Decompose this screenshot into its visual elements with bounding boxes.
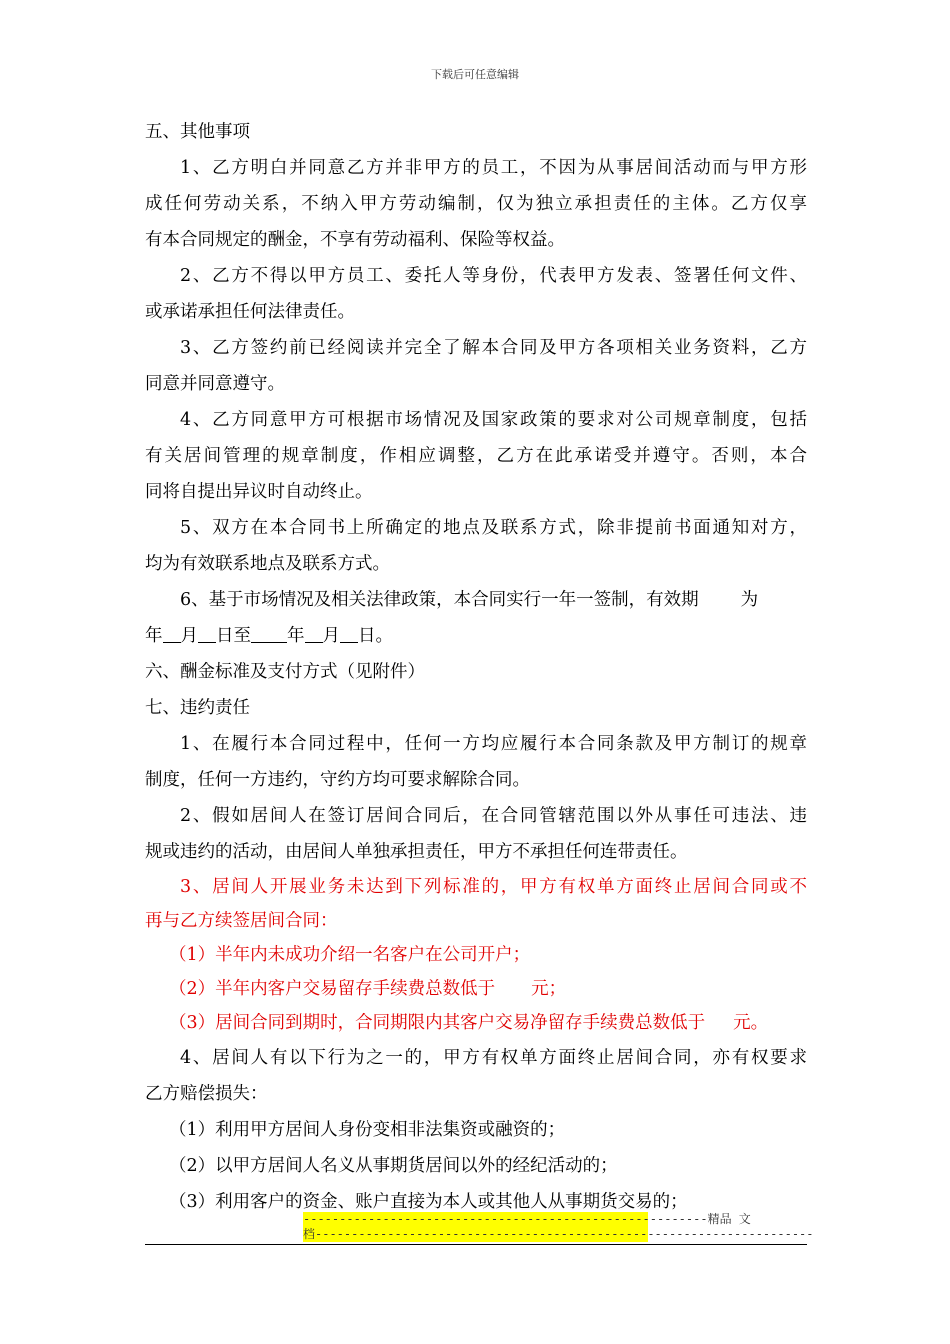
blank-field (305, 625, 323, 643)
s7-item4-sub1: （1）利用甲方居间人身份变相非法集资或融资的； (169, 1120, 566, 1140)
s5-item6-line1 (145, 582, 807, 618)
s5-item3-line2: 同意并同意遵守。 (145, 374, 285, 394)
date-month-2: 月 (322, 626, 340, 646)
date-year-1: 年 (145, 626, 163, 646)
date-day-1: 日至 (216, 626, 251, 646)
date-day-2: 日。 (358, 626, 393, 646)
document-body (145, 114, 807, 1220)
s7-item3-line1: 3、居间人开展业务未达到下列标准的，甲方有权单方面终止居间合同或不 (180, 877, 807, 897)
section-heading-5: 五、其他事项 (145, 122, 250, 142)
section-heading-7: 七、违约责任 (145, 698, 250, 718)
footer-row-1: --------------------------------------------------------精品 文 (303, 1212, 751, 1226)
section-heading-6: 六、酬金标准及支付方式（见附件） (145, 662, 425, 682)
s7-item1-line2: 制度，任何一方违约，守约方均可要求解除合同。 (145, 770, 530, 790)
blank-field (340, 625, 358, 643)
footer-divider (145, 1244, 807, 1245)
s7-item3-sub2 (145, 972, 807, 1006)
footer-watermark-box (303, 1212, 814, 1242)
s7-item3-line2: 再与乙方续签居间合同： (145, 911, 338, 931)
s5-item4-line1: 4、乙方同意甲方可根据市场情况及国家政策的要求对公司规章制度，包括 (180, 410, 807, 430)
s7-item3-sub1: （1）半年内未成功介绍一名客户在公司开户； (169, 945, 531, 965)
blank-field (251, 625, 287, 643)
s7-item1-line1: 1、在履行本合同过程中，任何一方均应履行本合同条款及甲方制订的规章 (180, 734, 807, 754)
s7-item3-sub2-text: （2）半年内客户交易留存手续费总数低于 (169, 979, 496, 999)
s7-item4-sub3: （3）利用客户的资金、账户直接为本人或其他人从事期货交易的； (169, 1192, 688, 1212)
s5-item4-line2: 有关居间管理的规章制度，作相应调整，乙方在此承诺受并遵守。否则，本合 (145, 446, 807, 466)
s5-item6-text: 6、基于市场情况及相关法律政策，本合同实行一年一签制，有效期 (180, 590, 699, 610)
s7-item3-sub3-text: （3）居间合同到期时，合同期限内其客户交易净留存手续费总数低于 (169, 1013, 706, 1033)
s5-item2-line2: 或承诺承担任何法律责任。 (145, 302, 355, 322)
blank-field (163, 625, 181, 643)
s7-item3-sub3 (145, 1006, 807, 1040)
s5-item6-wei: 为 (740, 590, 759, 610)
s7-item3-sub3-unit: 元。 (733, 1013, 769, 1033)
footer-row-2: 档--------------------------------------------------------------------- (303, 1227, 814, 1241)
s5-item6-line2 (145, 618, 807, 654)
date-month-1: 月 (180, 626, 198, 646)
blank-field (198, 625, 216, 643)
s5-item1-line2: 成任何劳动关系，不纳入甲方劳动编制，仅为独立承担责任的主体。乙方仅享 (145, 194, 807, 214)
s5-item2-line1: 2、乙方不得以甲方员工、委托人等身份，代表甲方发表、签署任何文件、 (180, 266, 807, 286)
s5-item5-line2: 均为有效联系地点及联系方式。 (145, 554, 390, 574)
s7-item3-sub2-unit: 元； (531, 979, 567, 999)
s7-item2-line2: 规或违约的活动，由居间人单独承担责任，甲方不承担任何连带责任。 (145, 842, 688, 862)
s5-item1-line1: 1、乙方明白并同意乙方并非甲方的员工，不因为从事居间活动而与甲方形 (180, 158, 807, 178)
s5-item4-line3: 同将自提出异议时自动终止。 (145, 482, 373, 502)
s5-item5-line1: 5、双方在本合同书上所确定的地点及联系方式，除非提前书面通知对方， (180, 518, 807, 538)
s7-item4-sub2: （2）以甲方居间人名义从事期货居间以外的经纪活动的； (169, 1156, 618, 1176)
s5-item1-line3: 有本合同规定的酬金，不享有劳动福利、保险等权益。 (145, 230, 565, 250)
s7-item4-line1: 4、居间人有以下行为之一的，甲方有权单方面终止居间合同，亦有权要求 (180, 1048, 807, 1068)
header-note: 下载后可任意编辑 (431, 68, 519, 81)
s7-item2-line1: 2、假如居间人在签订居间合同后，在合同管辖范围以外从事任可违法、违 (180, 806, 807, 826)
date-year-2: 年 (287, 626, 305, 646)
s5-item3-line1: 3、乙方签约前已经阅读并完全了解本合同及甲方各项相关业务资料，乙方 (180, 338, 807, 358)
s7-item4-line2: 乙方赔偿损失： (145, 1084, 268, 1104)
